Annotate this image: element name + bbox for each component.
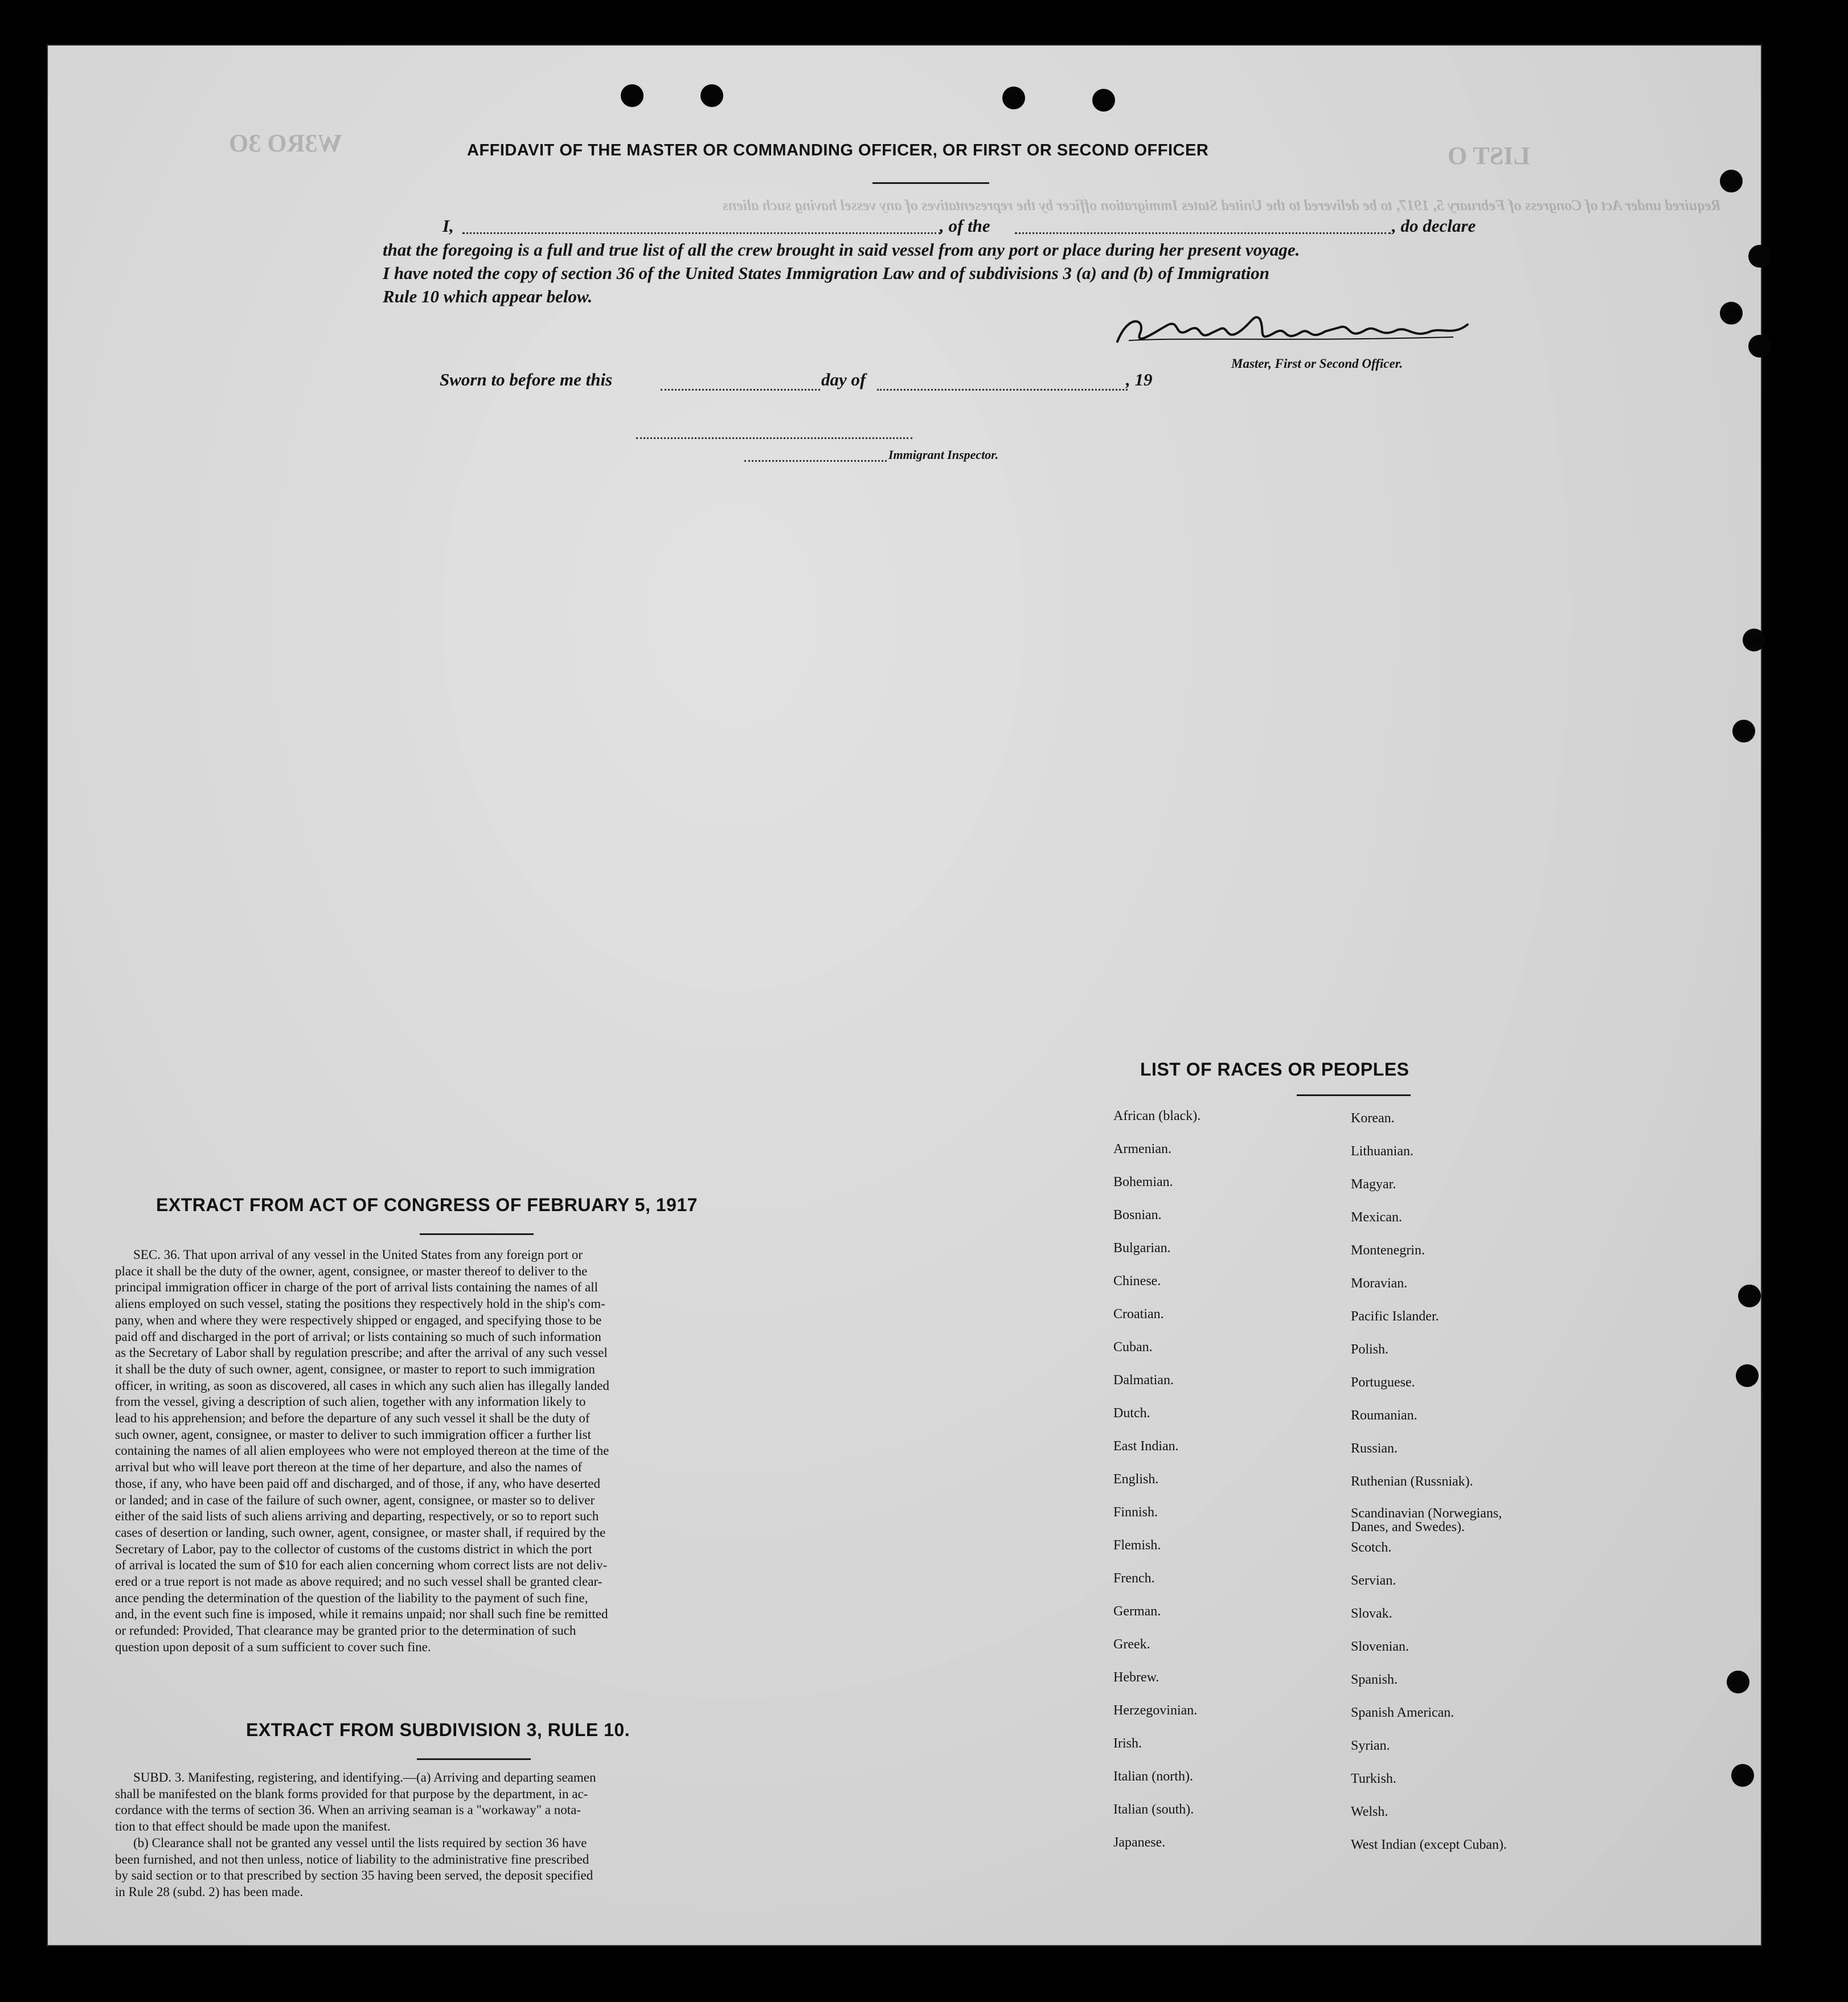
race-item: English. (1113, 1472, 1159, 1487)
vessel-blank[interactable] (1015, 232, 1391, 234)
race-item: Dalmatian. (1113, 1373, 1174, 1388)
extract-act-body (115, 1247, 850, 1656)
affidavit-title-rule (872, 182, 989, 184)
race-item: Ruthenian (Russniak). (1351, 1474, 1473, 1489)
declaration-of-the: , of the (940, 216, 990, 236)
race-item: Italian (north). (1113, 1769, 1193, 1784)
extract-act-title: EXTRACT FROM ACT OF CONGRESS OF FEBRUARY 5, 1917 (156, 1195, 698, 1215)
race-item: Dutch. (1113, 1406, 1150, 1421)
race-item: Turkish. (1351, 1771, 1396, 1786)
sworn-day-blank[interactable] (661, 389, 820, 391)
race-item: East Indian. (1113, 1439, 1179, 1454)
act-line: lead to his apprehension; and before the departure of any such vessel it shall be the duty of (115, 1411, 590, 1426)
declaration-do-declare: , do declare (1392, 216, 1476, 236)
races-title-rule (1297, 1094, 1411, 1096)
race-item: Roumanian. (1351, 1408, 1417, 1423)
document-sheet (47, 44, 1762, 1946)
race-item: Italian (south). (1113, 1802, 1194, 1817)
race-item: Polish. (1351, 1342, 1389, 1357)
act-line: Secretary of Labor, pay to the collector of customs of the customs district in which the port (115, 1541, 592, 1556)
race-item: Syrian. (1351, 1738, 1390, 1753)
master-signature (1112, 307, 1476, 359)
race-item: Welsh. (1351, 1804, 1388, 1819)
extract-act-rule (420, 1233, 534, 1235)
race-item: Japanese. (1113, 1835, 1166, 1850)
inspector-name-blank[interactable] (744, 460, 887, 462)
race-item: Croatian. (1113, 1307, 1164, 1322)
day-of-text: day of (821, 370, 866, 389)
race-item: African (black). (1113, 1109, 1201, 1123)
declaration-line-3: I have noted the copy of section 36 of the United States Immigration Law and of subdivisions 3 (a) and (b) of Immigration (383, 263, 1269, 283)
rule-line: cordance with the terms of section 36. When an arriving seaman is a "workaway" a nota- (115, 1803, 581, 1818)
declaration-line-2: that the foregoing is a full and true list of all the crew brought in said vessel from any port or place during her present voyage. (383, 240, 1300, 260)
race-item: Spanish American. (1351, 1705, 1454, 1720)
punch-hole (1748, 245, 1771, 268)
races-left-column (1113, 1108, 1318, 1868)
punch-hole (1748, 335, 1771, 358)
race-item: Armenian. (1113, 1142, 1171, 1156)
act-line: officer, in writing, as soon as discovered, all cases in which any such alien has illegally landed (115, 1378, 609, 1393)
punch-hole (1002, 87, 1025, 109)
race-item: Russian. (1351, 1441, 1398, 1456)
sworn-month-blank[interactable] (877, 389, 1128, 391)
act-line: aliens employed on such vessel, stating the positions they respectively hold in the ship's com- (115, 1297, 605, 1311)
race-item: Chinese. (1113, 1274, 1161, 1289)
name-blank[interactable] (462, 232, 941, 234)
immigrant-inspector-label: Immigrant Inspector. (888, 448, 999, 462)
rule-line: by said section or to that prescribed by section 35 having been served, the deposit specified (115, 1868, 593, 1883)
year-text: , 19 (1126, 370, 1153, 389)
act-line: as the Secretary of Labor shall by regulation prescribe; and after the arrival of any such vessel (115, 1345, 608, 1360)
act-line: arrival but who will leave port thereon at the time of her departure, and also the names of (115, 1460, 583, 1475)
race-item: Mexican. (1351, 1210, 1402, 1225)
race-item: Korean. (1351, 1111, 1395, 1126)
bleed-through-right: LIST O (1448, 142, 1530, 170)
act-line: paid off and discharged in the port of arrival; or lists containing so much of such information (115, 1329, 601, 1344)
race-item: Scotch. (1351, 1540, 1392, 1555)
act-line: place it shall be the duty of the owner, agent, consignee, or master thereof to deliver to the (115, 1263, 588, 1278)
race-item: Spanish. (1351, 1672, 1398, 1687)
race-item: Moravian. (1351, 1276, 1408, 1291)
declaration-line-1-i: I, (442, 216, 454, 236)
race-item: Greek. (1113, 1637, 1150, 1652)
race-item: Finnish. (1113, 1505, 1158, 1520)
act-line: containing the names of all alien employees who were not employed thereon at the time of the (115, 1443, 609, 1458)
race-item: Montenegrin. (1351, 1243, 1425, 1258)
race-item: German. (1113, 1604, 1161, 1619)
race-item: Portuguese. (1351, 1375, 1415, 1390)
races-right-column (1351, 1110, 1670, 1870)
punch-hole (1092, 89, 1115, 112)
race-item: Servian. (1351, 1573, 1396, 1588)
rule-line: shall be manifested on the blank forms provided for that purpose by the department, in ac- (115, 1786, 588, 1801)
races-title: LIST OF RACES OR PEOPLES (1140, 1059, 1409, 1080)
act-line: ered or a true report is not made as above required; and no such vessel shall be granted clear- (115, 1574, 603, 1589)
inspector-signature-blank[interactable] (636, 437, 912, 439)
act-line: and, in the event such fine is imposed, while it remains unpaid; nor shall such fine be remitted (115, 1607, 608, 1622)
declaration-line-4: Rule 10 which appear below. (383, 286, 593, 306)
act-line: of arrival is located the sum of $10 for each alien concerning whom correct lists are not deliv- (115, 1558, 608, 1573)
extract-rule-body (115, 1770, 850, 1901)
act-line: or refunded: Provided, That clearance may be granted prior to the determination of such (115, 1623, 576, 1638)
act-line: pany, when and where they were respectively shipped or engaged, and specifying those to be (115, 1312, 602, 1327)
punch-hole (1727, 1671, 1749, 1693)
sworn-text: Sworn to before me this (440, 370, 613, 389)
race-item: French. (1113, 1571, 1155, 1586)
master-officer-label: Master, First or Second Officer. (1231, 356, 1403, 371)
rule-line: (b) Clearance shall not be granted any vessel until the lists required by section 36 have (133, 1835, 587, 1850)
bleed-through-left: W3RO 3O (229, 129, 343, 157)
race-item: Bulgarian. (1113, 1241, 1171, 1256)
act-line: from the vessel, giving a description of such alien, together with any information likely to (115, 1394, 586, 1409)
race-item: Pacific Islander. (1351, 1309, 1439, 1324)
act-line: question upon deposit of a sum sufficient to cover such fine. (115, 1639, 431, 1654)
punch-hole (1743, 629, 1765, 651)
punch-hole (1720, 170, 1743, 192)
extract-rule-title: EXTRACT FROM SUBDIVISION 3, RULE 10. (246, 1720, 630, 1740)
race-item: Slovenian. (1351, 1639, 1409, 1654)
bleed-through-required: Required under Act of Congress of February 5, 1917, to be delivered to the United States Immigration officer by the representatives of any vessel having such aliens (722, 197, 1721, 214)
rule-line: in Rule 28 (subd. 2) has been made. (115, 1884, 304, 1899)
race-item: Bosnian. (1113, 1208, 1162, 1222)
punch-hole (1738, 1285, 1761, 1307)
rule-line: SUBD. 3. Manifesting, registering, and identifying.—(a) Arriving and departing seamen (133, 1770, 596, 1784)
race-item: Hebrew. (1113, 1670, 1159, 1685)
race-item: Bohemian. (1113, 1175, 1173, 1189)
act-line: or landed; and in case of the failure of such owner, agent, consignee, or master so to deliver (115, 1492, 595, 1507)
act-line: SEC. 36. That upon arrival of any vessel in the United States from any foreign port or (133, 1248, 583, 1262)
act-line: those, if any, who have been paid off and discharged, and of those, if any, who have deserted (115, 1476, 601, 1491)
race-item: Magyar. (1351, 1177, 1396, 1192)
race-item: Scandinavian (Norwegians, Danes, and Swedes). (1351, 1506, 1502, 1535)
race-item: Slovak. (1351, 1606, 1392, 1621)
race-item: Flemish. (1113, 1538, 1161, 1553)
punch-hole (1732, 720, 1755, 742)
act-line: either of the said lists of such aliens arriving and departing, respectively, or so to report such (115, 1509, 599, 1524)
race-item: Lithuanian. (1351, 1144, 1413, 1159)
act-line: cases of desertion or landing, such owner, agent, consignee, or master shall, if required by the (115, 1525, 606, 1540)
race-item: Herzegovinian. (1113, 1703, 1198, 1718)
rule-line: been furnished, and not then unless, notice of liability to the administrative fine prescribed (115, 1852, 589, 1866)
punch-hole (700, 84, 723, 107)
act-line: principal immigration officer in charge of the port of arrival lists containing the names of all (115, 1280, 598, 1295)
punch-hole (1736, 1364, 1759, 1387)
affidavit-title: AFFIDAVIT OF THE MASTER OR COMMANDING OFFICER, OR FIRST OR SECOND OFFICER (467, 141, 1209, 159)
extract-rule-rule (417, 1758, 531, 1760)
race-item: Irish. (1113, 1736, 1142, 1751)
act-line: ance pending the determination of the question of the liability to the payment of such fine, (115, 1590, 588, 1605)
punch-hole (1731, 1764, 1754, 1787)
punch-hole (1720, 302, 1743, 325)
act-line: it shall be the duty of such owner, agent, consignee, or master to report to such immigration (115, 1361, 595, 1376)
race-item: Cuban. (1113, 1340, 1153, 1355)
rule-line: tion to that effect should be made upon the manifest. (115, 1819, 391, 1834)
act-line: such owner, agent, consignee, or master to deliver to such immigration officer a further list (115, 1427, 591, 1442)
race-item: West Indian (except Cuban). (1351, 1837, 1507, 1852)
punch-hole (621, 84, 644, 107)
